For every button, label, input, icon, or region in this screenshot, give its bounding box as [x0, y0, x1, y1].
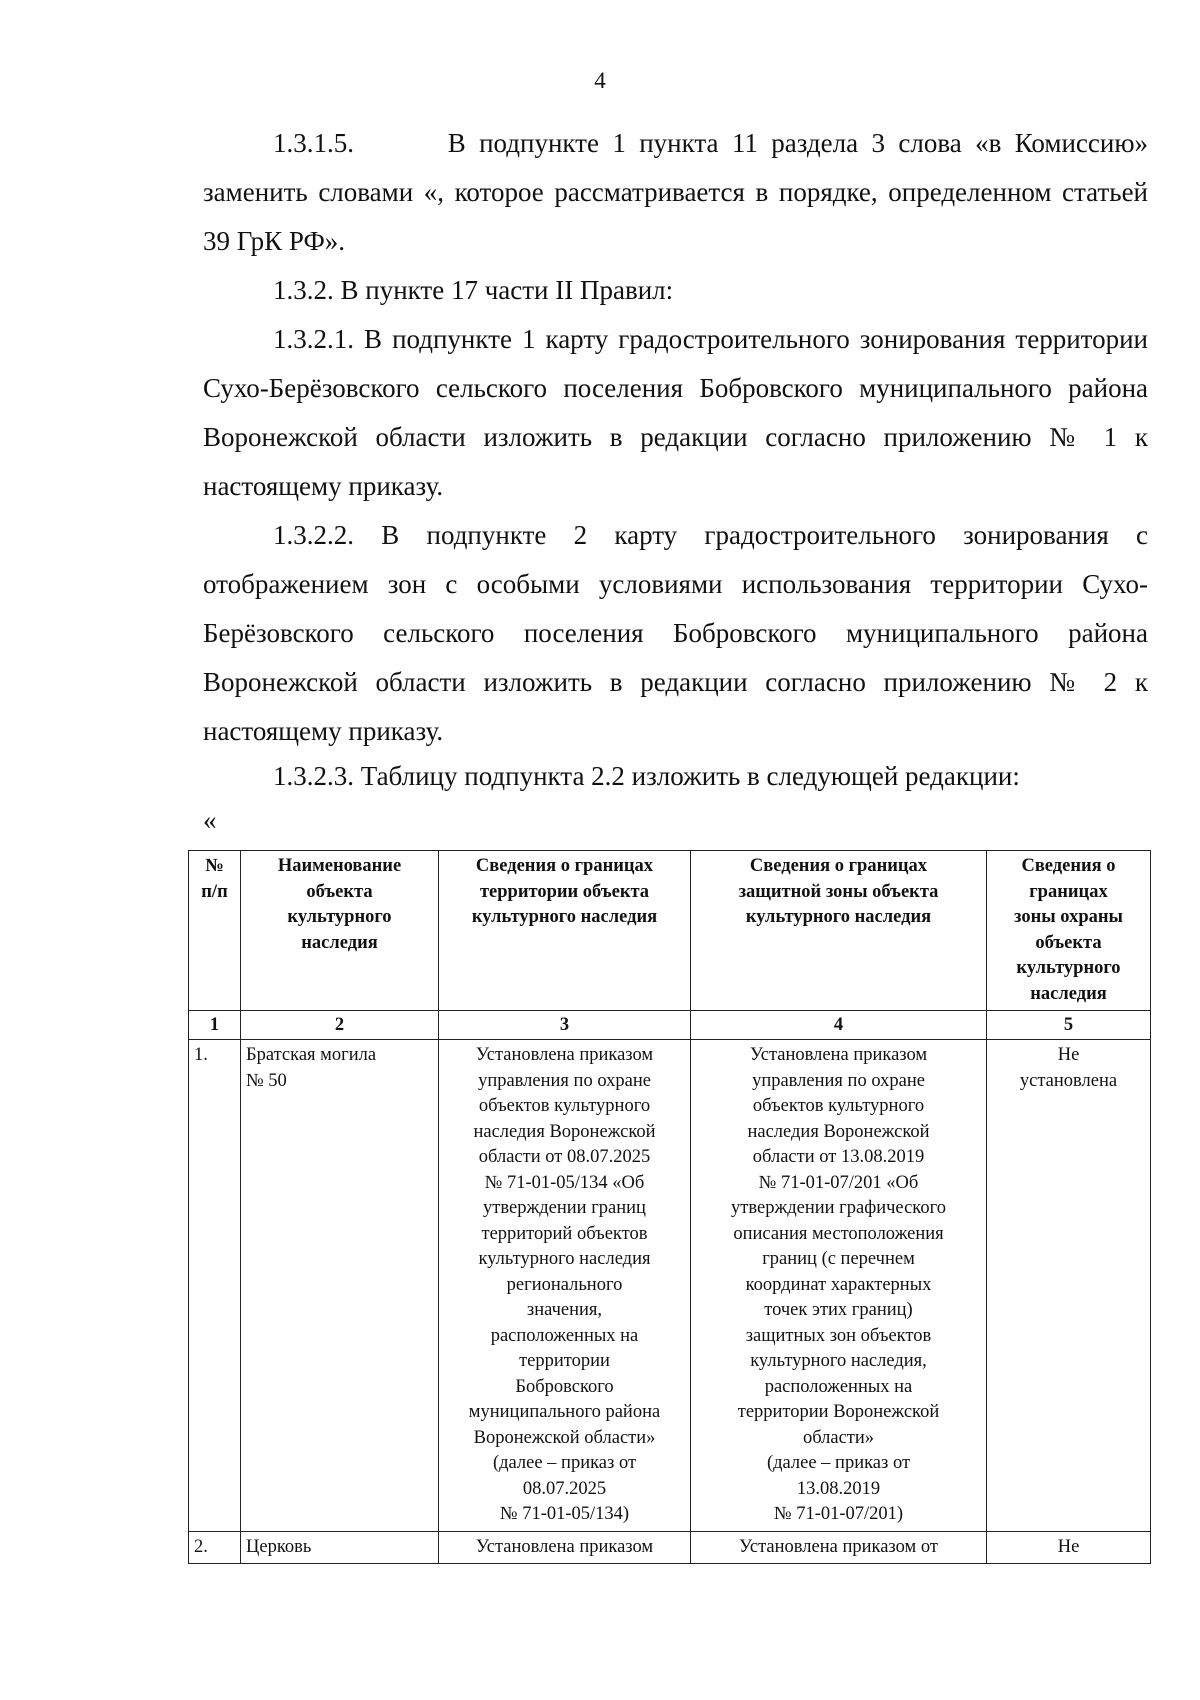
object-name: Церковь [241, 1531, 439, 1564]
header-object-name: Наименование объекта культурного наследия [241, 851, 439, 1011]
column-number: 1 [189, 1011, 241, 1040]
header-territory-boundaries: Сведения о границах территории объекта культурного наследия [439, 851, 691, 1011]
column-number: 5 [987, 1011, 1151, 1040]
territory-boundaries: Установлена приказом [439, 1531, 691, 1564]
header-protective-zone-boundaries: Сведения о границах защитной зоны объекта культурного наследия [691, 851, 987, 1011]
column-number: 3 [439, 1011, 691, 1040]
territory-boundaries: Установлена приказом управления по охране объектов культурного наследия Воронежской области от 08.07.2025 № 71-01-05/134 «Об утверждении границ территорий объектов культурного наследия регионального значения, расположенных на территории Бобровского муниципального района Воронежской области» (далее – приказ от 08.07.2025 № 71-01-05/134) [439, 1040, 691, 1532]
security-zone-boundaries: Не [987, 1531, 1151, 1564]
table-row [189, 1531, 1151, 1564]
header-number: № п/п [189, 851, 241, 1011]
paragraph-text: 1.3.2.3. Таблицу подпункта 2.2 изложить в следующей редакции: [273, 761, 1020, 791]
page-number: 4 [594, 68, 606, 93]
paragraph-text: 1.3.2.1. В подпункте 1 карту градостроительного зонирования территории Сухо-Берёзовского сельского поселения Бобровского муниципального района Воронежской области изложить в редакции согласно приложению № 1 к настоящему приказу. [203, 324, 1148, 501]
protective-zone-boundaries: Установлена приказом управления по охране объектов культурного наследия Воронежской области от 13.08.2019 № 71-01-07/201 «Об утверждении графического описания местоположения границ (с перечнем координат характерных точек этих границ) защитных зон объектов культурного наследия, расположенных на территории Воронежской области» (далее – приказ от 13.08.2019 № 71-01-07/201) [691, 1040, 987, 1532]
paragraph-text: 1.3.2. В пункте 17 части II Правил: [273, 275, 674, 305]
row-number: 2. [189, 1531, 241, 1564]
table-column-numbers-row [189, 1011, 1151, 1040]
opening-quote-mark: « [203, 805, 217, 835]
paragraph-1-3-2 [203, 266, 1148, 315]
security-zone-boundaries: Не установлена [987, 1040, 1151, 1532]
table-row [189, 1040, 1151, 1532]
row-number: 1. [189, 1040, 241, 1532]
column-number: 2 [241, 1011, 439, 1040]
object-name: Братская могила № 50 [241, 1040, 439, 1532]
paragraph-1-3-2-2 [203, 511, 1148, 756]
column-number: 4 [691, 1011, 987, 1040]
protective-zone-boundaries: Установлена приказом от [691, 1531, 987, 1564]
paragraph-1-3-2-3 [203, 752, 1148, 801]
paragraph-1-3-2-1 [203, 315, 1148, 511]
paragraph-text: 1.3.1.5. В подпункте 1 пункта 11 раздела 3 слова «в Комиссию» заменить словами «, которое рассматривается в порядке, определенном статьей 39 ГрК РФ». [203, 128, 1148, 256]
paragraph-text: 1.3.2.2. В подпункте 2 карту градостроительного зонирования с отображением зон с особыми условиями использования территории Сухо-Берёзовского сельского поселения Бобровского муниципального района Воронежской области изложить в редакции согласно приложению № 2 к настоящему приказу. [203, 520, 1148, 746]
header-security-zone-boundaries: Сведения о границах зоны охраны объекта культурного наследия [987, 851, 1151, 1011]
table-header-row [189, 851, 1151, 1011]
paragraph-1-3-1-5 [203, 119, 1148, 266]
heritage-objects-table [188, 850, 1151, 1564]
